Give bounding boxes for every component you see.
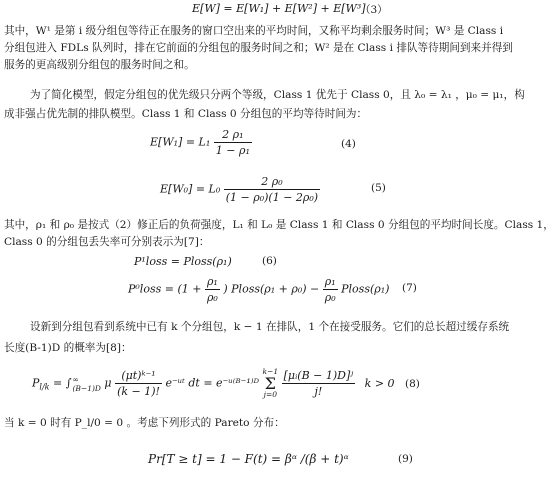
equation-6: P¹loss = Ploss(ρ₁): [134, 255, 232, 268]
equation-9: Pr[T ≥ t] = 1 − F(t) = βᵅ /(β + t)ᵅ: [148, 452, 349, 466]
equation-9-number: (9): [398, 453, 413, 465]
equation-8-number: (8): [405, 378, 420, 390]
equation-7-number: (7): [402, 282, 417, 294]
eq8-integral-lower: (B−1)D: [72, 383, 101, 393]
para2-line-2: 成非强占优先制的排队模型。Class 1 和 Class 0 分组包的平均等待时间为：: [4, 108, 368, 120]
eq8-integral: = ∫: [53, 376, 72, 390]
eq5-denominator: (1 − ρ₀)(1 − 2ρ₀): [225, 191, 319, 204]
eq8-mu: μ: [104, 376, 112, 390]
eq4-lhs: E[W₁] = L₁: [150, 135, 211, 149]
eq8-lhs-subscript: l/k: [39, 382, 50, 392]
equation-5: [160, 175, 320, 204]
eq7-fraction-1-numerator: ρ₁: [206, 275, 218, 288]
equation-6-number: (6): [262, 255, 277, 267]
para3-line-1: 其中，ρ₁ 和 ρ₀ 是按式（2）修正后的负荷强度，L₁ 和 L₀ 是 Class 1 和 Class 0 分组包的平均时间长度。Class 1，: [4, 219, 554, 231]
eq8-fraction-1-denominator: (k − 1)!: [117, 385, 160, 398]
eq7-lhs: P⁰loss = (1 +: [128, 282, 202, 296]
para1-line-3: 服务的更高级别分组包的服务时间之和。: [4, 59, 195, 71]
para2-line-1: 为了简化模型，假定分组包的优先级只分两个等级，Class 1 优先于 Class 0，且 λ₀ = λ₁ ，μ₀ = μ₁，构: [30, 89, 525, 101]
eq8-exponential: e⁻ᵘᵗ dt = e⁻ᵘ⁽ᴮ⁻¹⁾ᴰ: [165, 376, 260, 390]
sigma-icon: Σ: [264, 374, 276, 393]
equation-4-number: (4): [341, 138, 356, 150]
para3-line-2: Class 0 的分组包丢失率可分别表示为[7]：: [4, 236, 210, 248]
equation-4: [150, 128, 252, 157]
eq8-integral-limits: [72, 375, 100, 393]
equation-5-number: (5): [371, 182, 386, 194]
formula-3: E[W] = E[W₁] + E[W²] + E[W³]: [192, 2, 366, 15]
eq7-fraction-2-numerator: ρ₁: [324, 275, 336, 288]
eq4-denominator: 1 − ρ₁: [215, 144, 250, 157]
eq4-numerator: 2 ρ₁: [214, 128, 252, 143]
eq8-fraction-2-numerator: [μᵢ(B − 1)D]ʲ: [283, 369, 354, 382]
eq4-fraction: [214, 128, 252, 157]
eq7-middle: ) Ploss(ρ₁ + ρ₀) −: [223, 282, 320, 296]
para4-line-2: 长度(B-1)D 的概率为[8]：: [4, 342, 132, 354]
eq5-numerator: 2 ρ₀: [224, 175, 320, 190]
eq8-integral-upper: ∞: [72, 374, 79, 384]
equation-7: [128, 275, 389, 304]
eq8-sum-lower: j=0: [263, 390, 278, 399]
eq7-fraction-2: [323, 275, 338, 304]
eq7-fraction-1-denominator: ρ₀: [206, 291, 218, 304]
formula-3-number: （3）: [360, 4, 388, 16]
eq5-fraction: [224, 175, 320, 204]
para1-line-1: 其中，W¹ 是第 i 级分组包等待正在服务的窗口空出来的平均时间，又称平均剩余服务时间；W³ 是 Class i: [4, 25, 504, 37]
eq7-fraction-1: [205, 275, 220, 304]
eq8-fraction-2: [282, 369, 356, 398]
eq8-sum: [263, 368, 279, 399]
eq8-fraction-1-numerator: (μt)ᵏ⁻¹: [115, 369, 162, 384]
eq5-lhs: E[W₀] = L₀: [160, 182, 221, 196]
para4-line-1: 设新到分组包看到系统中已有 k 个分组包，k − 1 在排队，1 个在接受服务。它们的总长超过缓存系统: [30, 321, 510, 333]
para5-line: 当 k = 0 时有 P_l/0 = 0 。考虑下列形式的 Pareto 分布：: [4, 417, 285, 429]
eq7-fraction-2-denominator: ρ₀: [324, 291, 336, 304]
eq8-condition: k > 0: [364, 376, 395, 390]
eq8-lhs: P: [32, 376, 40, 390]
eq8-fraction-2-denominator: j!: [314, 385, 323, 398]
para1-line-2: 分组包进入 FDLs 队列时，排在它前面的分组包的服务时间之和；W² 是在 Class i 排队等待期间到来并得到: [4, 42, 513, 54]
eq8-fraction-1: [115, 369, 162, 398]
equation-8: [32, 368, 395, 399]
eq8-sum-upper: k−1: [262, 367, 279, 376]
eq7-rhs: Ploss(ρ₁): [341, 282, 390, 296]
